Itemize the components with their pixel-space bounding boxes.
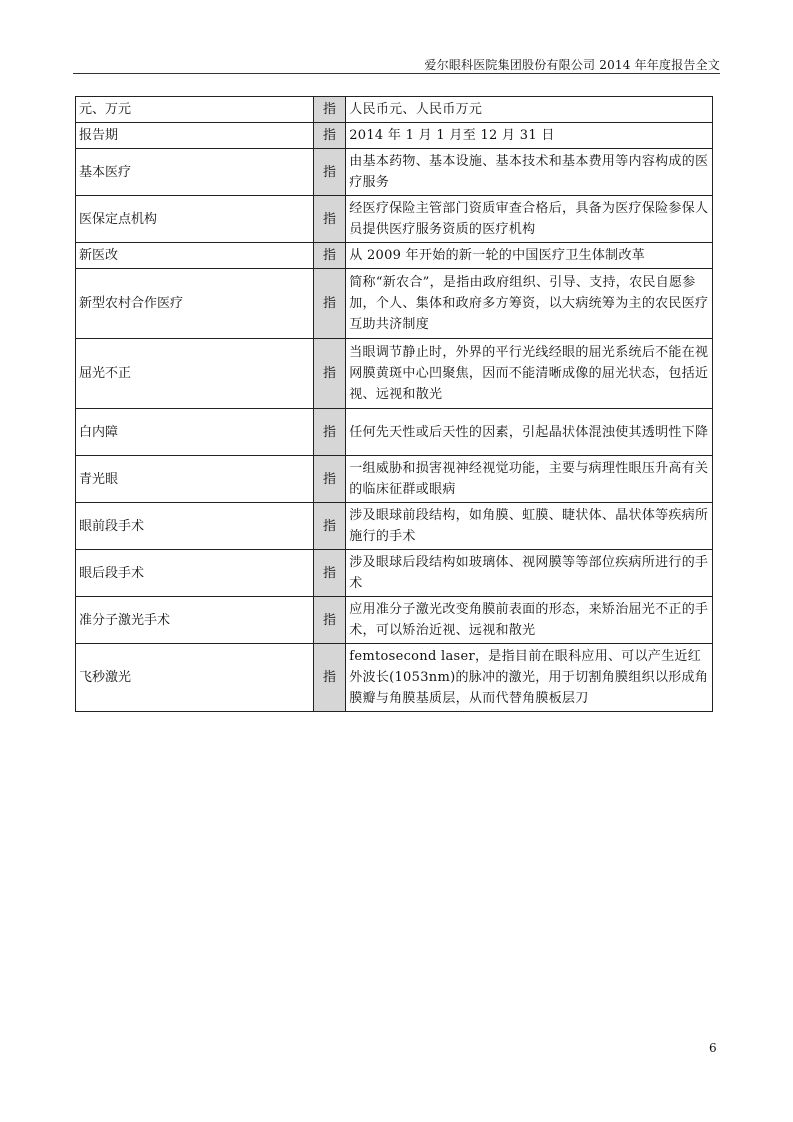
zhi-cell: 指	[313, 550, 346, 597]
description-cell: 涉及眼球后段结构如玻璃体、视网膜等等部位疾病所进行的手术	[346, 550, 713, 597]
zhi-cell: 指	[313, 149, 346, 196]
page-number: 6	[709, 1041, 717, 1055]
table-row	[76, 409, 713, 456]
term-cell: 基本医疗	[76, 149, 314, 196]
table-row	[76, 149, 713, 196]
table-row	[76, 269, 713, 339]
zhi-cell: 指	[313, 269, 346, 339]
description-cell: 经医疗保险主管部门资质审查合格后，具备为医疗保险参保人员提供医疗服务资质的医疗机构	[346, 196, 713, 243]
term-cell: 飞秒激光	[76, 644, 314, 712]
description-cell: 涉及眼球前段结构，如角膜、虹膜、睫状体、晶状体等疾病所施行的手术	[346, 503, 713, 550]
term-cell: 元、万元	[76, 97, 314, 123]
table-row	[76, 123, 713, 149]
description-cell: 2014 年 1 月 1 月至 12 月 31 日	[346, 123, 713, 149]
term-cell: 青光眼	[76, 456, 314, 503]
zhi-cell: 指	[313, 243, 346, 269]
zhi-cell: 指	[313, 123, 346, 149]
header-divider	[73, 73, 720, 74]
term-cell: 医保定点机构	[76, 196, 314, 243]
description-cell: 当眼调节静止时，外界的平行光线经眼的屈光系统后不能在视网膜黄斑中心凹聚焦，因而不能清晰成像的屈光状态，包括近视、远视和散光	[346, 339, 713, 409]
report-header-title: 爱尔眼科医院集团股份有限公司 2014 年年度报告全文	[424, 58, 720, 72]
description-cell: 由基本药物、基本设施、基本技术和基本费用等内容构成的医疗服务	[346, 149, 713, 196]
term-cell: 新型农村合作医疗	[76, 269, 314, 339]
definitions-table	[75, 96, 713, 712]
table-row	[76, 196, 713, 243]
zhi-cell: 指	[313, 97, 346, 123]
description-cell: 应用准分子激光改变角膜前表面的形态，来矫治屈光不正的手术，可以矫治近视、远视和散光	[346, 597, 713, 644]
zhi-cell: 指	[313, 597, 346, 644]
zhi-cell: 指	[313, 456, 346, 503]
term-cell: 眼前段手术	[76, 503, 314, 550]
table-row	[76, 339, 713, 409]
term-cell: 新医改	[76, 243, 314, 269]
description-cell: 简称“新农合”，是指由政府组织、引导、支持，农民自愿参加，个人、集体和政府多方筹资，以大病统筹为主的农民医疗互助共济制度	[346, 269, 713, 339]
description-cell: 一组威胁和损害视神经视觉功能，主要与病理性眼压升高有关的临床征群或眼病	[346, 456, 713, 503]
table-row	[76, 97, 713, 123]
term-cell: 屈光不正	[76, 339, 314, 409]
table-row	[76, 550, 713, 597]
term-cell: 报告期	[76, 123, 314, 149]
zhi-cell: 指	[313, 196, 346, 243]
zhi-cell: 指	[313, 503, 346, 550]
zhi-cell: 指	[313, 339, 346, 409]
term-cell: 眼后段手术	[76, 550, 314, 597]
table-row	[76, 243, 713, 269]
description-cell: femtosecond laser，是指目前在眼科应用、可以产生近红外波长(1053nm)的脉冲的激光，用于切割角膜组织以形成角膜瓣与角膜基质层，从而代替角膜板层刀	[346, 644, 713, 712]
term-cell: 白内障	[76, 409, 314, 456]
table-row	[76, 644, 713, 712]
zhi-cell: 指	[313, 644, 346, 712]
description-cell: 人民币元、人民币万元	[346, 97, 713, 123]
table-row	[76, 456, 713, 503]
table-row	[76, 503, 713, 550]
description-cell: 任何先天性或后天性的因素，引起晶状体混浊使其透明性下降	[346, 409, 713, 456]
term-cell: 准分子激光手术	[76, 597, 314, 644]
zhi-cell: 指	[313, 409, 346, 456]
description-cell: 从 2009 年开始的新一轮的中国医疗卫生体制改革	[346, 243, 713, 269]
table-row	[76, 597, 713, 644]
